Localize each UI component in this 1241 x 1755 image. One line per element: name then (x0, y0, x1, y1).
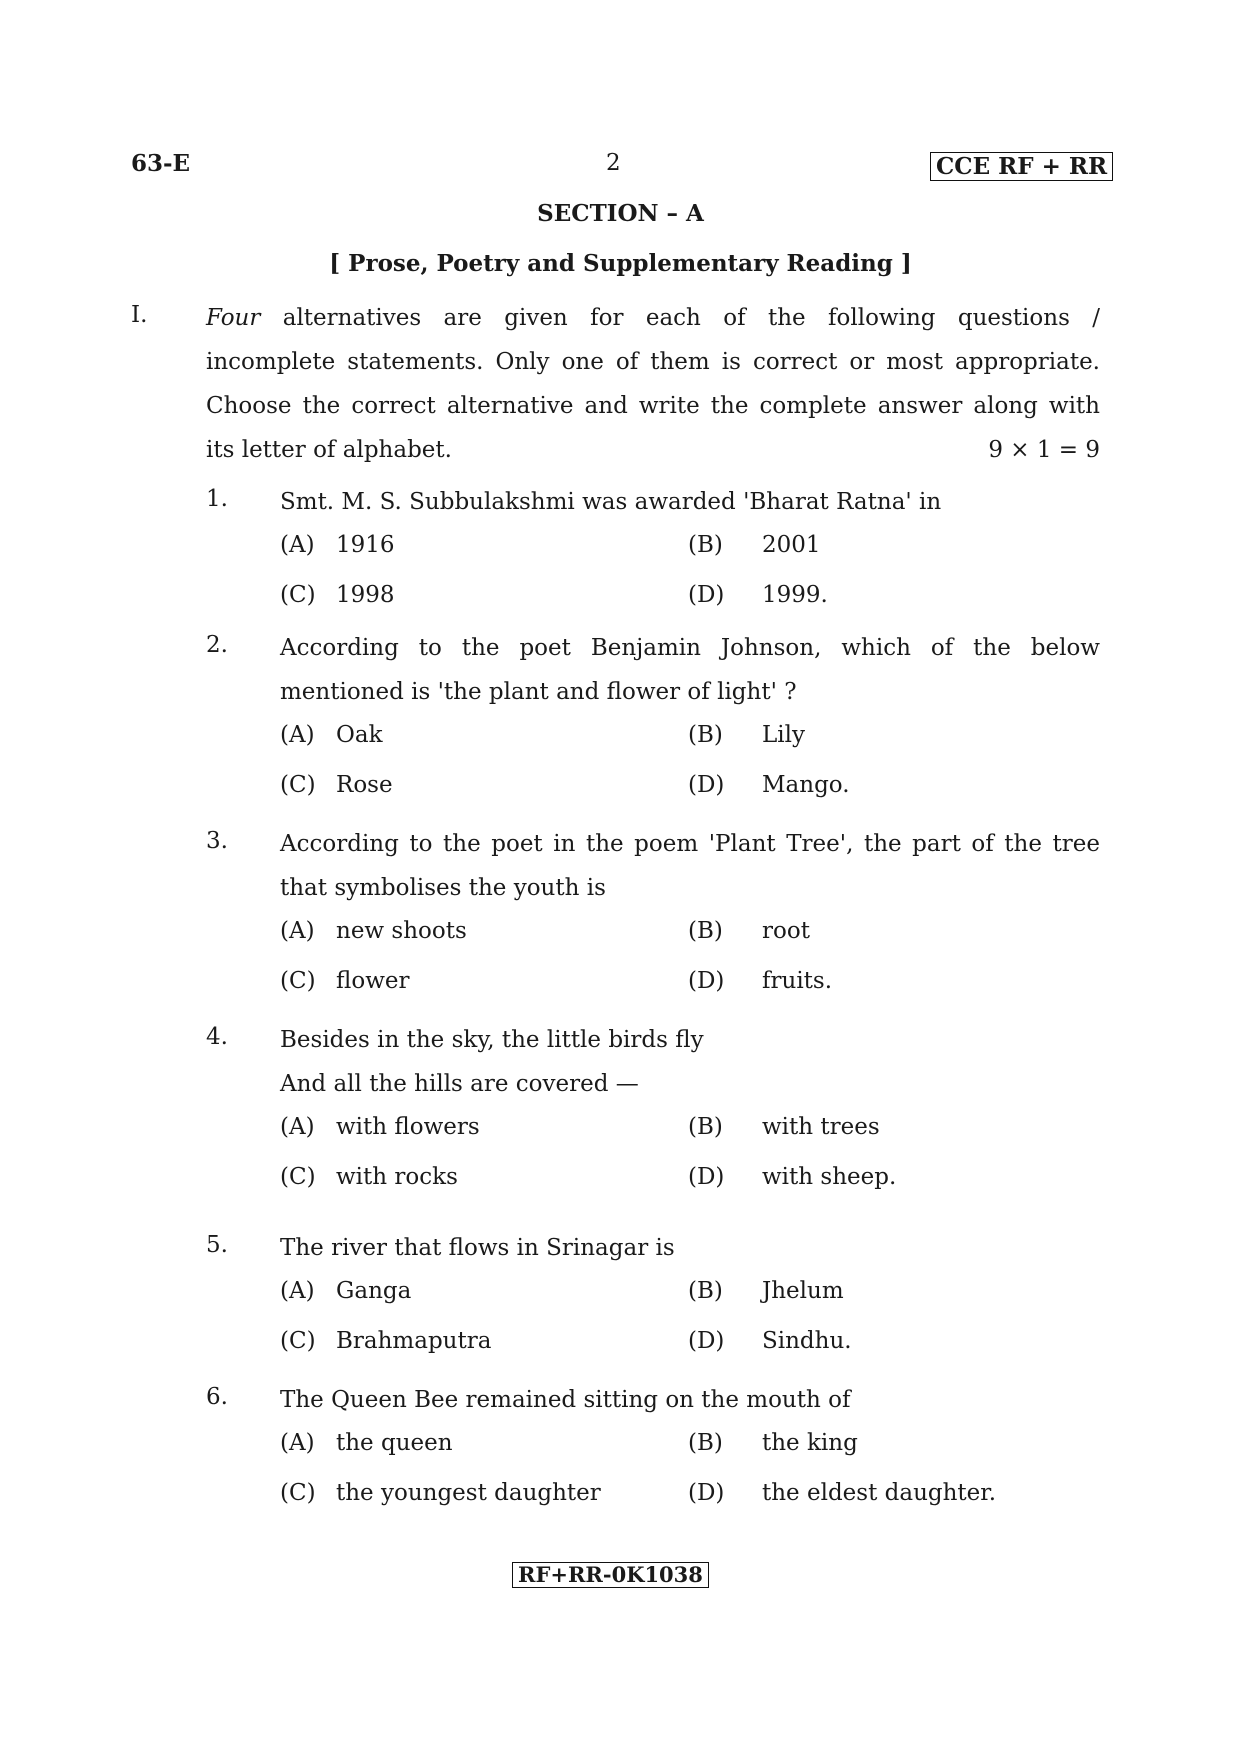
option-text: Oak (336, 722, 383, 748)
option-letter: (B) (688, 1430, 723, 1456)
option-letter: (C) (280, 582, 316, 608)
question-text: mentioned is 'the plant and flower of light' ? (280, 679, 797, 705)
section-subtitle: [ Prose, Poetry and Supplementary Reading ] (329, 250, 912, 277)
question-number: 6. (206, 1384, 228, 1410)
question-number: 2. (206, 632, 228, 658)
option-letter: (B) (688, 1278, 723, 1304)
question-text: According to the poet in the poem 'Plant Tree', the part of the tree (280, 831, 1100, 857)
option-letter: (B) (688, 918, 723, 944)
option-text: Rose (336, 772, 393, 798)
question-text: Smt. M. S. Subbulakshmi was awarded 'Bharat Ratna' in (280, 489, 942, 515)
option-letter: (C) (280, 772, 316, 798)
option-text: Mango. (762, 772, 850, 798)
marks-allocation: 9 × 1 = 9 (988, 437, 1100, 463)
option-letter: (D) (688, 582, 725, 608)
exam-label-box: CCE RF + RR (930, 152, 1113, 181)
option-text: new shoots (336, 918, 467, 944)
option-letter: (A) (280, 918, 315, 944)
option-letter: (C) (280, 1328, 316, 1354)
instruction-line-3: Choose the correct alternative and write the complete answer along with (206, 393, 1100, 419)
option-text: Sindhu. (762, 1328, 852, 1354)
option-text: with rocks (336, 1164, 458, 1190)
option-text: with trees (762, 1114, 880, 1140)
option-text: the youngest daughter (336, 1480, 601, 1506)
question-text: And all the hills are covered — (280, 1071, 639, 1097)
option-letter: (B) (688, 532, 723, 558)
question-text: The Queen Bee remained sitting on the mouth of (280, 1387, 851, 1413)
option-letter: (C) (280, 1164, 316, 1190)
option-text: the eldest daughter. (762, 1480, 997, 1506)
option-letter: (C) (280, 1480, 316, 1506)
instruction-block (206, 296, 1100, 472)
option-letter: (D) (688, 772, 725, 798)
option-text: Jhelum (762, 1278, 844, 1304)
instruction-number: I. (131, 302, 148, 328)
question-text: The river that flows in Srinagar is (280, 1235, 675, 1261)
footer-code-box: RF+RR-0K1038 (512, 1562, 709, 1588)
question-number: 5. (206, 1232, 228, 1258)
instruction-line-4 (206, 428, 1100, 472)
option-letter: (A) (280, 1278, 315, 1304)
question-number: 4. (206, 1024, 228, 1050)
question-number: 1. (206, 486, 228, 512)
option-letter: (A) (280, 1114, 315, 1140)
option-text: with sheep. (762, 1164, 897, 1190)
option-text: the king (762, 1430, 858, 1456)
option-letter: (A) (280, 532, 315, 558)
instruction-line-1-rest: alternatives are given for each of the following questions / (282, 305, 1100, 331)
option-letter: (D) (688, 1480, 725, 1506)
page-number: 2 (606, 150, 621, 176)
option-letter: (D) (688, 1328, 725, 1354)
instruction-line-2: incomplete statements. Only one of them is correct or most appropriate. (206, 349, 1100, 375)
option-text: root (762, 918, 810, 944)
option-text: 2001 (762, 532, 821, 558)
question-number: 3. (206, 828, 228, 854)
paper-code: 63-E (131, 150, 191, 177)
option-text: 1998 (336, 582, 395, 608)
question-text: that symbolises the youth is (280, 875, 606, 901)
option-text: the queen (336, 1430, 453, 1456)
question-text: Besides in the sky, the little birds fly (280, 1027, 704, 1053)
option-text: Ganga (336, 1278, 412, 1304)
option-text: 1999. (762, 582, 828, 608)
option-letter: (B) (688, 1114, 723, 1140)
option-text: with flowers (336, 1114, 480, 1140)
instruction-emphasis: Four (206, 305, 261, 331)
option-letter: (D) (688, 1164, 725, 1190)
option-text: fruits. (762, 968, 833, 994)
question-text: According to the poet Benjamin Johnson, which of the below (280, 635, 1100, 661)
option-letter: (D) (688, 968, 725, 994)
option-letter: (B) (688, 722, 723, 748)
option-text: flower (336, 968, 410, 994)
section-title: SECTION – A (537, 200, 704, 227)
instruction-line-1 (206, 296, 1100, 340)
option-text: Lily (762, 722, 805, 748)
option-text: 1916 (336, 532, 395, 558)
option-letter: (C) (280, 968, 316, 994)
option-letter: (A) (280, 1430, 315, 1456)
option-text: Brahmaputra (336, 1328, 492, 1354)
option-letter: (A) (280, 722, 315, 748)
instruction-line-4-text: its letter of alphabet. (206, 437, 452, 463)
